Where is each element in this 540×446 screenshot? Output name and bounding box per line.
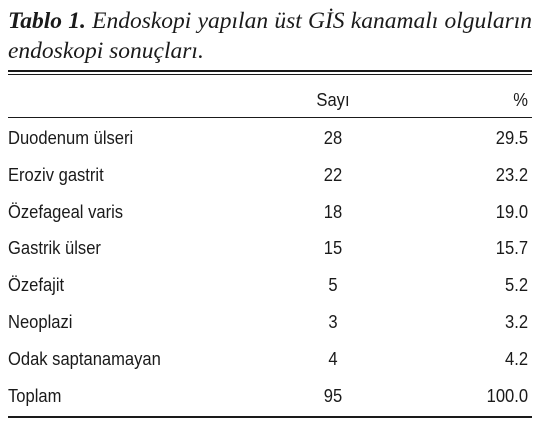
table-header-row [8,88,532,112]
table-row-total [8,378,532,415]
table-row [8,304,532,341]
row-label: Odak saptanamayan [8,348,161,369]
table-row [8,120,532,157]
row-count: 95 [323,385,343,406]
row-percent: 23.2 [495,164,528,185]
header-rule [8,117,532,118]
top-rule-thin [8,74,532,75]
row-count: 3 [328,311,338,332]
row-label: Neoplazi [8,311,73,332]
table-body [8,120,532,414]
table-row [8,194,532,231]
table-caption-text: Endoskopi yapılan üst GİS kanamalı olguların endoskopi sonuçları. [8,8,532,64]
row-percent: 29.5 [495,128,528,148]
row-count: 28 [323,128,343,148]
row-label: Duodenum ülseri [8,128,134,148]
table-caption-label: Tablo 1. [8,8,86,34]
row-count: 22 [323,164,343,185]
table-row [8,157,532,194]
header-percent: % [513,90,528,110]
row-percent: 4.2 [504,348,528,369]
row-count: 15 [323,238,343,259]
row-percent: 15.7 [495,238,528,259]
row-label: Eroziv gastrit [8,164,104,185]
row-label: Özefageal varis [8,201,124,222]
bottom-rule [8,416,532,418]
row-percent: 19.0 [495,201,528,222]
row-count: 5 [328,275,338,296]
header-count: Sayı [316,90,350,110]
row-label: Gastrik ülser [8,238,101,259]
table-row [8,230,532,267]
row-count: 18 [323,201,343,222]
table-row [8,267,532,304]
row-percent: 5.2 [504,275,528,296]
row-label: Toplam [8,385,62,406]
row-count: 4 [328,348,338,369]
row-percent: 3.2 [504,311,528,332]
table-caption [8,6,532,66]
top-rule-thick [8,70,532,72]
table-row [8,341,532,378]
row-label: Özefajit [8,275,65,296]
row-percent: 100.0 [486,385,528,406]
